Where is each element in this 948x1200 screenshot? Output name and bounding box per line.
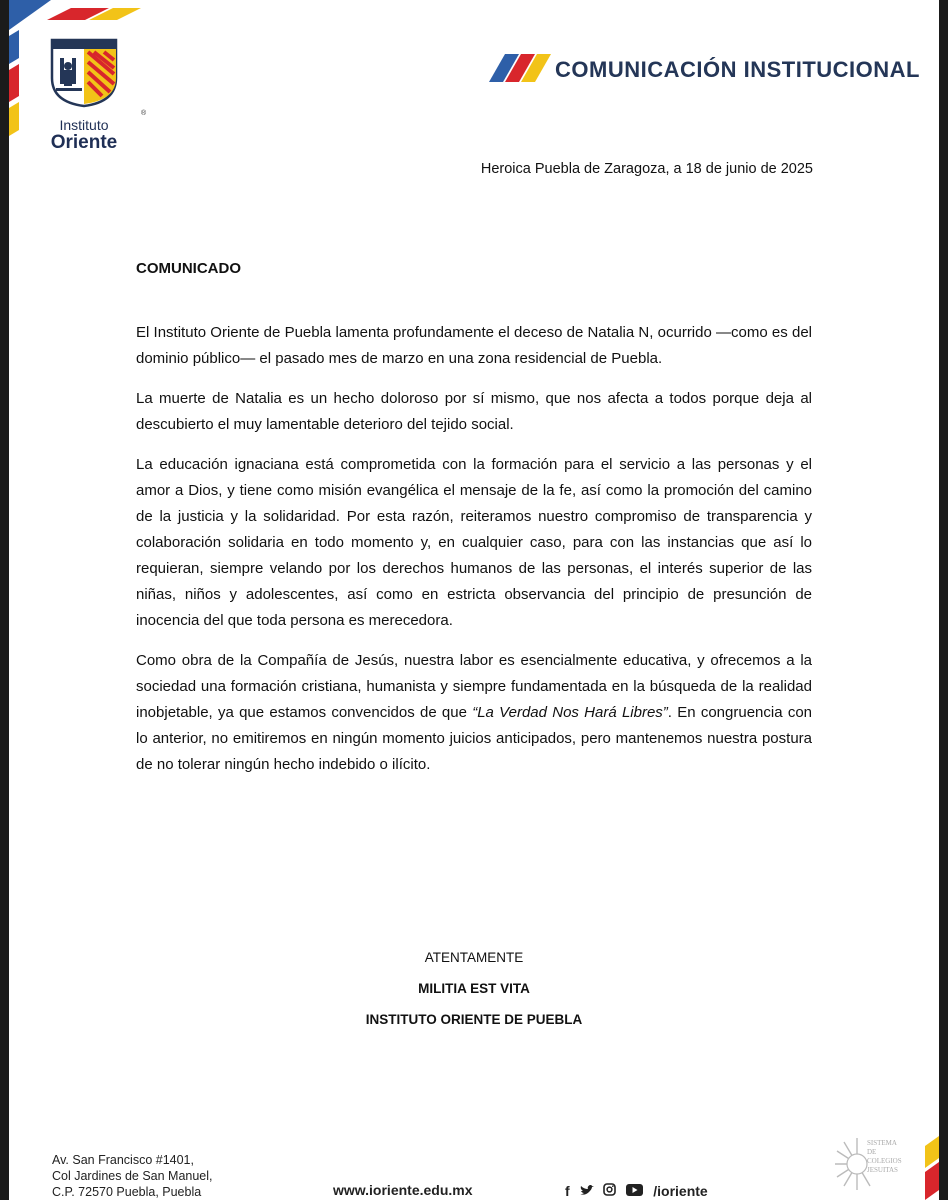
address-line-1: Av. San Francisco #1401, bbox=[52, 1153, 194, 1167]
document-page bbox=[9, 0, 939, 1200]
seal-text-1: SISTEMA bbox=[867, 1139, 897, 1147]
header-title: COMUNICACIÓN INSTITUCIONAL bbox=[555, 57, 920, 82]
social-handle[interactable]: /ioriente bbox=[653, 1183, 708, 1199]
twitter-icon[interactable] bbox=[580, 1183, 594, 1199]
paragraph-4 bbox=[136, 648, 812, 778]
paragraph-3: La educación ignaciana está comprometida con la formación para el servicio a las personas y el amor a Dios, y tiene como misión evangélica el mensaje de la fe, así como la promoción del camino de la justicia y la solidaridad. Por esta razón, reiteramos nuestro compromiso de transparencia y colaboración solidaria en todo momento y, en cualquier caso, para con las instancias que así lo requieran, siempre velando por los derechos humanos de las personas, el interés superior de las niñas, niños y adolescentes, así como en estricta observancia del principio de presunción de inocencia del que toda persona es merecedora. bbox=[136, 456, 812, 629]
instagram-icon[interactable] bbox=[603, 1183, 616, 1199]
paragraph-4-end: . En congruencia con lo anterior, no emitiremos en ningún momento juicios anticipados, pero mantenemos nuestra postura de no tolerar ningún hecho indebido o ilícito. bbox=[136, 704, 813, 773]
corner-stripes-bottom-right bbox=[921, 1124, 939, 1200]
footer-address bbox=[52, 1152, 213, 1200]
facebook-icon[interactable]: f bbox=[565, 1183, 570, 1199]
closing-motto: MILITIA EST VITA bbox=[418, 981, 530, 996]
flag-stripes-icon bbox=[479, 54, 555, 82]
seal-text-2: DE COLEGIOS bbox=[867, 1148, 902, 1165]
paragraph-2: La muerte de Natalia es un hecho doloroso por sí mismo, que nos afecta a todos porque deja al descubierto el muy lamentable deterioro del tejido social. bbox=[136, 390, 812, 433]
date-line: Heroica Puebla de Zaragoza, a 18 de junio de 2025 bbox=[480, 161, 813, 177]
registered-mark: ® bbox=[141, 110, 147, 117]
jesuit-schools-seal bbox=[835, 1132, 911, 1192]
logo-text-instituto: Instituto bbox=[59, 117, 109, 133]
address-line-2: Col Jardines de San Manuel, bbox=[52, 1169, 213, 1183]
address-line-3: C.P. 72570 Puebla, Puebla bbox=[52, 1185, 202, 1199]
seal-text-3: JESUITAS bbox=[867, 1166, 898, 1174]
seal-text bbox=[867, 1139, 911, 1175]
closing-block bbox=[9, 942, 939, 1035]
institute-logo bbox=[39, 30, 147, 155]
paragraph-4-start: Como obra de la Compañía de Jesús, nuestra labor es esencialmente educativa, y ofrecemos a la sociedad una formación cristiana, humanista y siempre fundamentada en la búsqueda de la realidad inobjetable, ya que estamos convencidos de que bbox=[136, 652, 812, 721]
header-banner bbox=[479, 52, 919, 92]
crest-icon bbox=[44, 30, 124, 108]
closing-signature: INSTITUTO ORIENTE DE PUEBLA bbox=[365, 1012, 583, 1027]
social-links bbox=[565, 1183, 714, 1199]
closing-salutation: ATENTAMENTE bbox=[424, 950, 524, 965]
paragraph-4-quote: “La Verdad Nos Hará Libres” bbox=[472, 704, 668, 721]
paragraph-1: El Instituto Oriente de Puebla lamenta profundamente el deceso de Natalia N, ocurrido —como es del dominio público— el pasado mes de marzo en una zona residencial de Puebla. bbox=[136, 324, 812, 367]
logo-text-oriente: Oriente bbox=[50, 132, 118, 153]
document-heading: COMUNICADO bbox=[136, 260, 241, 277]
youtube-icon[interactable] bbox=[626, 1183, 643, 1199]
website-link[interactable]: www.ioriente.edu.mx bbox=[333, 1182, 473, 1198]
document-body bbox=[136, 320, 812, 792]
